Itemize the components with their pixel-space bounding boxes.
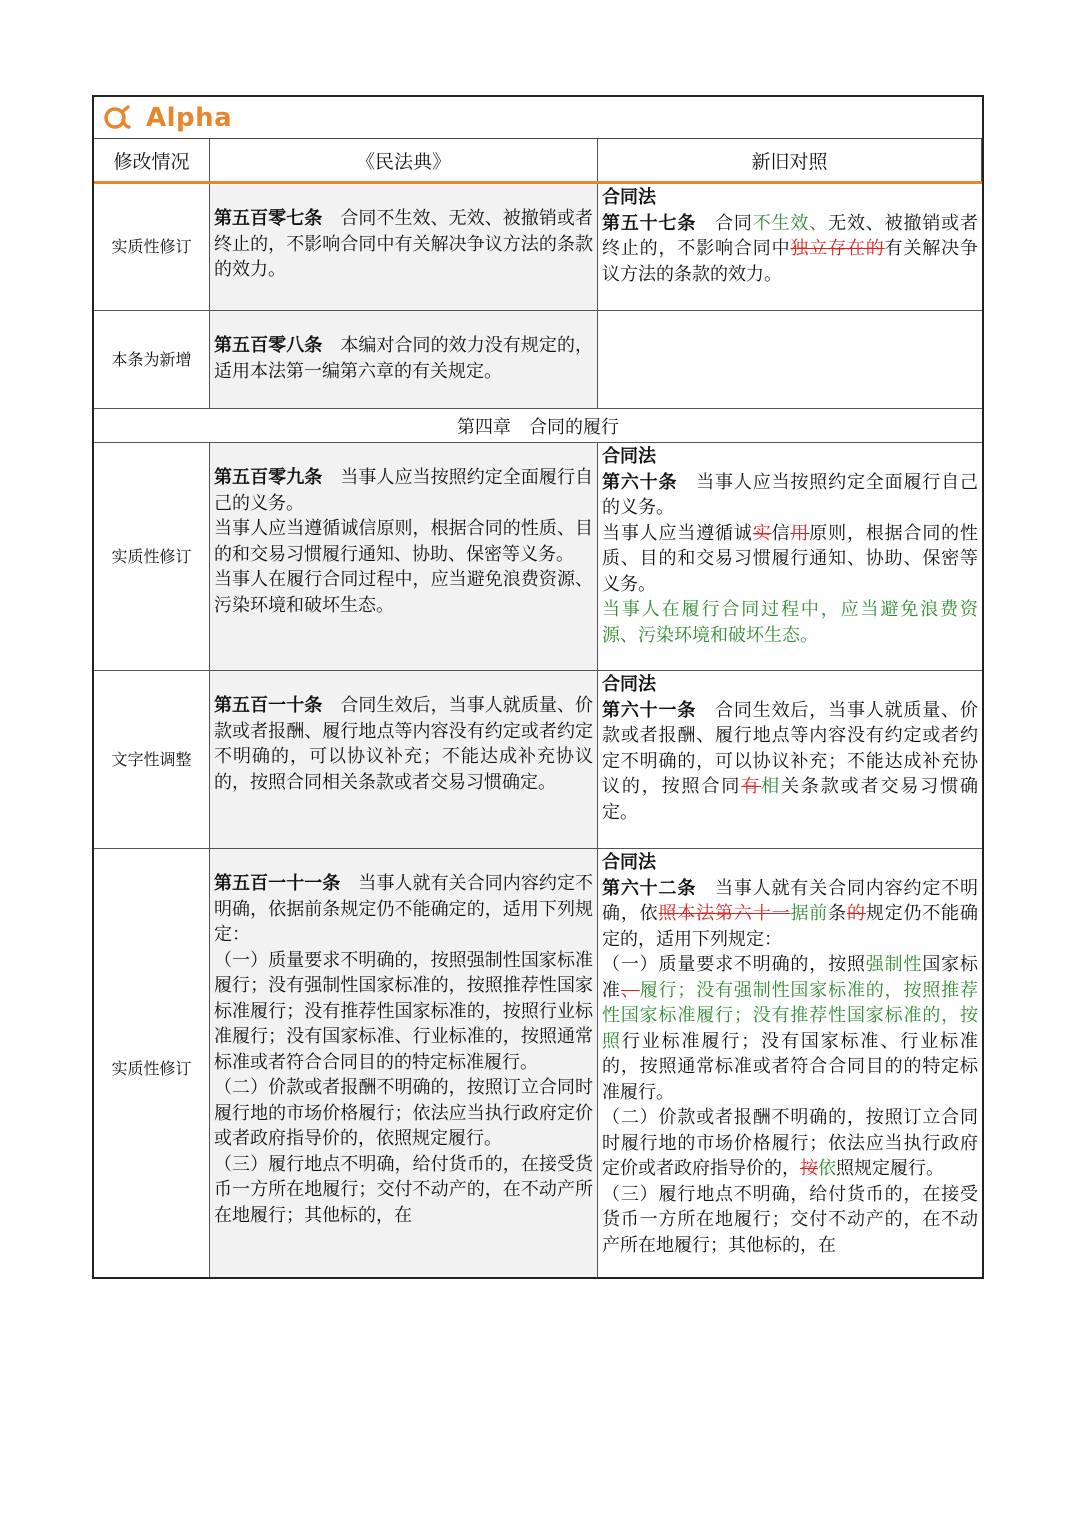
text-run: 当事人就有关合同内容约定不明确，依 [602,877,979,924]
old-article-number: 第五十七条 [602,212,716,234]
added-text: 依 [818,1158,836,1179]
deleted-text: 按 [800,1158,818,1179]
revision-category: 文字性调整 [94,671,210,849]
article-text: 当事人在履行合同过程中，应当避免浪费资源、污染环境和破坏生态。 [214,569,593,616]
old-law-comparison [598,443,982,671]
added-text: 强制性 [865,954,923,975]
deleted-text: 用 [790,522,810,544]
article-number: 第五百一十条 [214,695,341,716]
text-run: 信 [771,522,791,544]
text-run: 当事人应当按照约定全面履行自己的义务。 [602,471,979,518]
old-article-paragraph [602,876,978,953]
text-run: 合同生效后，当事人就质量、价款或者报酬、履行地点等内容没有约定或者约定不明确的，可以协议补充；不能达成补充协议的，按照合同 [602,699,979,797]
comparison-table [94,139,982,1279]
article-text: 合同不生效、无效、被撤销或者终止的，不影响合同中有关解决争议方法的条款的效力。 [214,208,594,280]
article-paragraph [214,567,593,618]
added-text: 当事人在履行合同过程中，应当避免浪费资源、污染环境和破坏生态。 [602,599,978,646]
old-law-comparison [598,311,982,409]
text-run: 有关解决争议方法的条款的效力。 [602,238,979,285]
comparison-document [92,95,984,1279]
text-run: 国家标准 [602,954,979,1001]
deleted-text: 照本法第六十一 [658,903,791,924]
old-law-name: 合同法 [602,674,656,695]
article-text: 当事人应当按照约定全面履行自己的义务。 [214,467,594,514]
old-article-paragraph [602,521,978,598]
old-article-paragraph [602,211,978,288]
chapter-heading: 第四章 合同的履行 [94,409,982,443]
article-paragraph [214,516,593,567]
civil-code-article [210,311,598,409]
old-article-paragraph [602,698,978,826]
header-old-new-comparison: 新旧对照 [598,139,982,181]
old-law-name: 合同法 [602,446,656,467]
civil-code-article [210,671,598,849]
old-law-comparison [598,849,982,1279]
article-paragraph [214,693,593,795]
article-text: （一）质量要求不明确的，按照强制性国家标准履行；没有强制性国家标准的，按照推荐性国家标准履行；没有推荐性国家标准的，按照行业标准履行；没有国家标准、行业标准的，按照通常标准或者符合合同目的的特定标准履行。 [214,949,593,1073]
civil-code-article [210,443,598,671]
article-paragraph [214,871,593,948]
article-paragraph [214,1152,593,1229]
added-text: 履行；没有强制性国家标准的，按照推荐性国家标准履行；没有推荐性国家标准的，按照 [602,979,979,1052]
added-text: 不生效、 [752,212,829,234]
brand-bar [94,97,982,139]
deleted-text: 、 [620,979,640,1001]
added-text: 据前 [790,903,829,924]
old-article-paragraph [602,470,978,521]
article-text: 当事人就有关合同内容约定不明确，依据前条规定仍不能确定的，适用下列规定： [214,873,594,945]
revision-category: 本条为新增 [94,311,210,409]
civil-code-article [210,849,598,1279]
article-text: 本编对合同的效力没有规定的，适用本法第一编第六章的有关规定。 [214,335,594,382]
article-paragraph [214,206,593,283]
deleted-text: 的 [846,903,866,924]
text-run: （二）价款或者报酬不明确的，按照订立合同时履行地的市场价格履行；依法应当执行政府定价或者政府指导价的， [602,1107,978,1179]
deleted-text: 独立存在的 [790,238,885,259]
old-article-number: 第六十条 [602,471,697,493]
old-article-paragraph [602,1105,978,1182]
brand-name: Alpha [146,102,233,133]
revision-category: 实质性修订 [94,849,210,1279]
article-number: 第五百零八条 [214,335,341,356]
text-run: 无效、被撤销或者终止的，不影响合同中 [602,212,979,259]
article-paragraph [214,948,593,1076]
old-article-paragraph [602,952,978,1105]
old-law-name: 合同法 [602,187,656,208]
text-run: （一）质量要求不明确的，按照 [602,954,866,975]
revision-category: 实质性修订 [94,443,210,671]
deleted-text: 有 [741,776,762,797]
old-law-comparison [598,184,982,311]
article-number: 第五百一十一条 [214,873,359,894]
old-law-name: 合同法 [602,852,656,873]
text-run: 行业标准履行；没有国家标准、行业标准的，按照通常标准或者符合合同目的的特定标准履行。 [602,1030,978,1103]
article-paragraph [214,333,593,384]
article-number: 第五百零七条 [214,208,341,229]
added-text: 相 [761,776,782,797]
article-text: （二）价款或者报酬不明确的，按照订立合同时履行地的市场价格履行；依法应当执行政府定价或者政府指导价的，依照规定履行。 [214,1077,593,1149]
article-text: （三）履行地点不明确，给付货币的，在接受货币一方所在地履行；交付不动产的，在不动产所在地履行；其他标的，在 [214,1153,593,1226]
text-run: （三）履行地点不明确，给付货币的，在接受货币一方所在地履行；交付不动产的，在不动产所在地履行；其他标的，在 [602,1183,978,1256]
text-run: 照规定履行。 [836,1158,944,1179]
old-article-paragraph [602,1182,978,1259]
text-run: 规定仍不能确定的，适用下列规定： [602,903,979,950]
civil-code-article [210,184,598,311]
text-run: 原则，根据合同的性质、目的和交易习惯履行通知、协助、保密等义务。 [602,522,979,595]
article-text: 当事人应当遵循诚信原则，根据合同的性质、目的和交易习惯履行通知、协助、保密等义务。 [214,518,593,565]
revision-category: 实质性修订 [94,184,210,311]
old-law-comparison [598,671,982,849]
deleted-text: 实 [752,522,772,544]
text-run: 关条款或者交易习惯确定。 [602,776,979,823]
article-paragraph [214,1075,593,1152]
old-article-number: 第六十二条 [602,877,716,899]
article-number: 第五百零九条 [214,467,341,488]
article-paragraph [214,465,593,516]
alpha-logo-icon [102,103,132,133]
article-text: 合同生效后，当事人就质量、价款或者报酬、履行地点等内容没有约定或者约定不明确的，可以协议补充；不能达成补充协议的，按照合同相关条款或者交易习惯确定。 [214,695,594,793]
text-run: 合同 [715,212,753,234]
text-run: 当事人应当遵循诚 [602,522,753,544]
old-article-paragraph [602,597,978,648]
header-civil-code: 《民法典》 [210,139,598,181]
old-article-number: 第六十一条 [602,699,716,721]
text-run: 条 [828,903,847,924]
header-revision-status: 修改情况 [94,139,210,181]
